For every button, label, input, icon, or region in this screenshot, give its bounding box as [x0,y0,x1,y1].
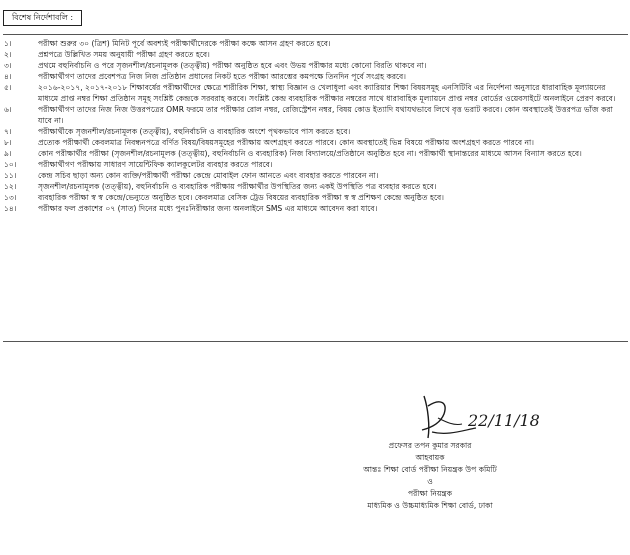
instruction-number: ৮। [4,138,12,147]
instruction-text: কেন্দ্র সচিব ছাড়া অন্য কোন ব্যক্তি/পরীক্ষার্থী পরীক্ষা কেন্দ্রে মোবাইল ফোন আনতে এবং ব্যবহার করতে পারবেন না। [38,171,379,180]
instructions-list [0,38,630,214]
instruction-item [0,148,630,159]
bottom-divider [3,341,628,342]
instruction-text: পরীক্ষার্থীকে সৃজনশীল/রচনামূলক (তত্ত্বীয়), বহুনির্বাচনি ও ব্যবহারিক অংশে পৃথকভাবে পাস করতে হবে। [38,127,351,136]
instruction-text: পরীক্ষার্থীগণ তাদের প্রবেশপত্র নিজ নিজ প্রতিষ্ঠান প্রধানের নিকট হতে পরীক্ষা আরম্ভের কমপক্ষে তিনদিন পূর্বে সংগ্রহ করবে। [38,72,407,81]
instruction-item [0,181,630,192]
instruction-number: ১৪। [4,204,17,213]
signature-date: 22/11/18 [468,411,540,430]
instruction-item [0,126,630,137]
instruction-text: পরীক্ষার্থীগণ পরীক্ষায় সাধারণ সায়েন্টিফিক ক্যালকুলেটর ব্যবহার করতে পারবে। [38,160,273,169]
instruction-text: ব্যবহারিক পরীক্ষা স্ব স্ব কেন্দ্রে/ভেন্যুতে অনুষ্ঠিত হবে। কেবলমাত্র বেসিক ট্রেড বিষয়ের ব্যবহারিক পরীক্ষা স্ব স্ব প্রশিক্ষণ কেন্দ্রে অনুষ্ঠিত হবে। [38,193,444,202]
instruction-item [0,203,630,214]
instruction-text: প্রশ্নপত্রে উল্লিখিত সময় অনুযায়ী পরীক্ষা গ্রহণ করতে হবে। [38,50,210,59]
instruction-item [0,159,630,170]
instruction-item [0,170,630,181]
instruction-number: ১২। [4,182,17,191]
instruction-number: ৫। [4,83,12,92]
handwritten-signature [418,392,568,442]
top-divider [3,34,628,35]
instruction-item [0,82,630,104]
signatory-title: পরীক্ষা নিয়ন্ত্রক [407,489,453,498]
instruction-number: ৬। [4,105,12,114]
instruction-text: কোন পরীক্ষার্থীর পরীক্ষা (সৃজনশীল/রচনামূলক (তত্ত্বীয়), বহুনির্বাচনি ও ব্যবহারিক) নিজ বিদ্যালয়ে/প্রতিষ্ঠানে অনুষ্ঠিত হবে না। পরীক্ষার্থী স্থানান্তরের মাধ্যমে আসন বিন্যাস করতে হবে। [38,149,582,158]
instruction-item [0,49,630,60]
instruction-item [0,38,630,49]
signatory-role: আহবায়ক [415,453,445,462]
instruction-item [0,71,630,82]
instruction-text: প্রত্যেক পরীক্ষার্থী কেবলমাত্র নিবন্ধনপত্রে বর্ণিত বিষয়/বিষয়সমূহের পরীক্ষায় অংশগ্রহণ করতে পারবে। কোন অবস্থাতেই ভিন্ন বিষয়ে পরীক্ষায় অংশগ্রহণ করতে পারবে না। [38,138,534,147]
instruction-text: পরীক্ষা শুরুর ৩০ (ত্রিশ) মিনিট পূর্বে অবশ্যই পরীক্ষার্থীদেরকে পরীক্ষা কক্ষে আসন গ্রহণ করতে হবে। [38,39,331,48]
instruction-number: ১১। [4,171,17,180]
instruction-number: ১০। [4,160,17,169]
committee-name: আন্তঃ শিক্ষা বোর্ড পরীক্ষা নিয়ন্ত্রক উপ কমিটি [363,465,497,474]
instruction-number: ৪। [4,72,12,81]
signature-block [330,440,530,512]
instruction-item [0,192,630,203]
board-name: মাধ্যমিক ও উচ্চমাধ্যমিক শিক্ষা বোর্ড, ঢাকা [367,501,493,510]
instruction-number: ১। [4,39,12,48]
instruction-item [0,104,630,126]
instruction-number: ৩। [4,61,12,70]
instruction-text: ২০১৬-২০১৭, ২০১৭-২০১৮ শিক্ষাবর্ষের পরীক্ষার্থীদের ক্ষেত্রে শারীরিক শিক্ষা, স্বাস্থ্য বিজ্ঞান ও খেলাধুলা এবং ক্যারিয়ার শিক্ষা বিষয়সমূহ এনসিটিবি এর নির্দেশনা অনুসারে ধারাবাহিক মূল্যায়নের মাধ্যমে প্রাপ্ত নম্বর শিক্ষা প্রতিষ্ঠান সমূহ সংশ্লিষ্ট কেন্দ্রকে সরবরাহ করবে। সংশ্লিষ্ট কেন্দ্র ব্যবহারিক পরীক্ষার নম্বরের সাথে ধারাবাহিক মূল্যায়নে প্রাপ্ত নম্বর বোর্ডের ওয়েবসাইটে অনলাইনে প্রেরণ করবে। [38,83,616,103]
instruction-number: ৭। [4,127,12,136]
instruction-item [0,137,630,148]
instruction-text: পরীক্ষার ফল প্রকাশের ০৭ (সাত) দিনের মধ্যে পুনঃনিরীক্ষার জন্য অনলাইনে SMS এর মাধ্যমে আবেদন করা যাবে। [38,204,378,213]
instruction-number: ৯। [4,149,12,158]
instruction-text: প্রথমে বহুনির্বাচনি ও পরে সৃজনশীল/রচনামূলক (তত্ত্বীয়) পরীক্ষা অনুষ্ঠিত হবে এবং উভয় পরীক্ষার মধ্যে কোনো বিরতি থাকবে না। [38,61,427,70]
instruction-text: সৃজনশীল/রচনামূলক (তত্ত্বীয়), বহুনির্বাচনি ও ব্যবহারিক পরীক্ষায় পরীক্ষার্থীর উপস্থিতির জন্য একই উপস্থিতি পত্র ব্যবহার করতে হবে। [38,182,437,191]
instruction-item [0,60,630,71]
signatory-name: প্রফেসর তপন কুমার সরকার [388,441,472,450]
conjunction: ও [427,477,433,486]
notice-heading: বিশেষ নির্দেশাবলি : [3,10,82,26]
instruction-number: ১৩। [4,193,17,202]
instruction-text: পরীক্ষার্থীগণ তাদের নিজ নিজ উত্তরপত্রের OMR ফরমে তার পরীক্ষার রোল নম্বর, রেজিস্ট্রেশন নম্বর, বিষয় কোড ইত্যাদি যথাযথভাবে লিখে বৃত্ত ভরাট করবে। কোন অবস্থাতেই উত্তরপত্র ভাঁজ করা যাবে না। [38,105,613,125]
instruction-number: ২। [4,50,12,59]
